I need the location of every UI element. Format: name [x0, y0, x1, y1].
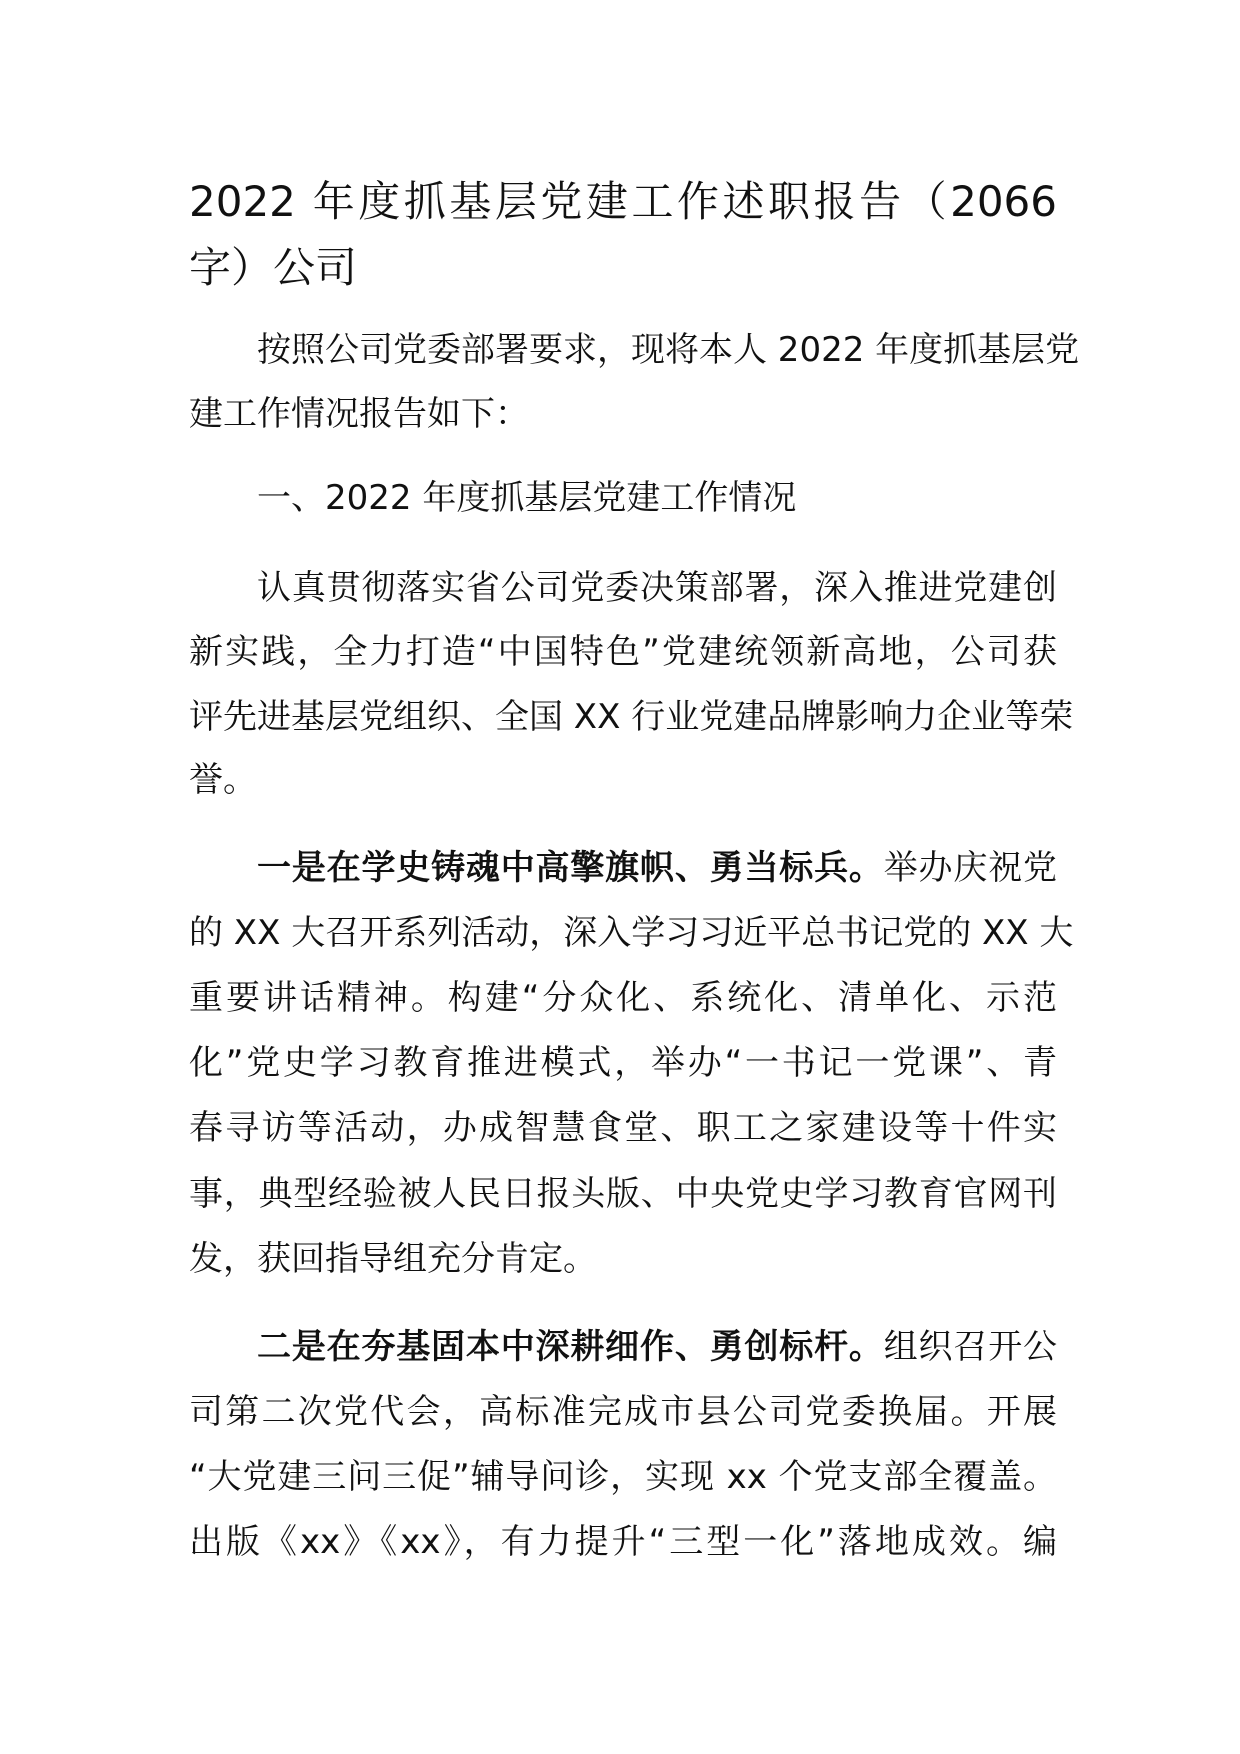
point2-first-rest: 组织召开公 [883, 1327, 1058, 1367]
summary-line-2: 新实践，全力打造“中国特色”党建统领新高地，公司获 [189, 632, 1057, 672]
point1-lead: 一是在学史铸魂中高擎旗帜、勇当标兵。 [257, 848, 884, 888]
point1-line-4: 化”党史学习教育推进模式，举办“一书记一党课”、青 [189, 1043, 1057, 1083]
document-title-line-2: 字）公司 [189, 243, 358, 292]
point1-line-1 [257, 846, 1057, 890]
summary-line-4: 誉。 [189, 760, 257, 800]
point2-line-4: 出版《xx》《xx》，有力提升“三型一化”落地成效。编 [189, 1522, 1057, 1562]
summary-line-3: 评先进基层党组织、全国 XX 行业党建品牌影响力企业等荣 [189, 697, 1074, 737]
intro-line-1: 按照公司党委部署要求，现将本人 2022 年度抓基层党 [257, 330, 1080, 370]
summary-line-1: 认真贯彻落实省公司党委决策部署，深入推进党建创 [257, 568, 1057, 608]
intro-line-2: 建工作情况报告如下： [189, 394, 529, 434]
point1-line-3: 重要讲话精神。构建“分众化、系统化、清单化、示范 [189, 978, 1057, 1018]
point2-line-2: 司第二次党代会，高标准完成市县公司党委换届。开展 [189, 1392, 1057, 1432]
point1-line-6: 事，典型经验被人民日报头版、中央党史学习教育官网刊 [189, 1174, 1057, 1214]
point1-line-7: 发，获回指导组充分肯定。 [189, 1239, 597, 1279]
point2-line-1 [257, 1325, 1057, 1369]
document-title-line-1: 2022 年度抓基层党建工作述职报告（2066 [189, 177, 1057, 226]
point1-line-2: 的 XX 大召开系列活动，深入学习习近平总书记党的 XX 大 [189, 913, 1074, 953]
point1-line-5: 春寻访等活动，办成智慧食堂、职工之家建设等十件实 [189, 1108, 1057, 1148]
point1-first-rest: 举办庆祝党 [883, 848, 1058, 888]
point2-line-3: “大党建三问三促”辅导问诊，实现 xx 个党支部全覆盖。 [189, 1457, 1057, 1497]
point2-lead: 二是在夯基固本中深耕细作、勇创标杆。 [257, 1327, 884, 1367]
section-heading: 一、2022 年度抓基层党建工作情况 [257, 478, 797, 518]
